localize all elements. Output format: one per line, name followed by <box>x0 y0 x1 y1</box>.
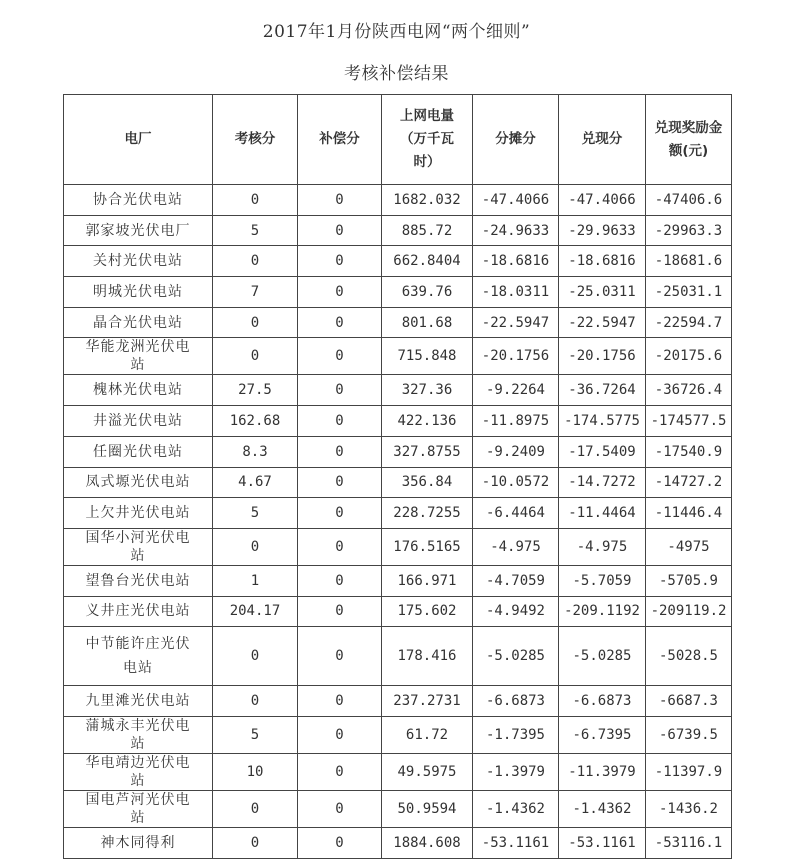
table-row <box>64 307 732 338</box>
cell-plant <box>64 307 213 338</box>
cell-assess: 5 <box>213 215 298 246</box>
cell-amount: -25031.1 <box>646 277 732 308</box>
cell-assess: 7 <box>213 277 298 308</box>
cell-cash: -25.0311 <box>559 277 646 308</box>
cell-assess: 5 <box>213 716 298 753</box>
cell-share: -22.5947 <box>473 307 559 338</box>
cell-energy: 1884.608 <box>382 827 473 858</box>
header-cash: 兑现分 <box>559 95 646 185</box>
plant-name: 凤式塬光伏电站 <box>85 474 191 491</box>
table-header-row <box>64 95 732 185</box>
cell-share: -6.6873 <box>473 686 559 717</box>
cell-amount: -11397.9 <box>646 753 732 790</box>
cell-compensate: 0 <box>298 716 382 753</box>
cell-assess: 4.67 <box>213 467 298 498</box>
plant-name: 义井庄光伏电站 <box>85 603 191 620</box>
cell-plant <box>64 790 213 827</box>
header-amount-label: 兑现奖励金额(元) <box>654 119 723 159</box>
cell-share: -4.975 <box>473 528 559 565</box>
cell-cash: -6.6873 <box>559 686 646 717</box>
cell-assess: 0 <box>213 185 298 216</box>
cell-amount: -1436.2 <box>646 790 732 827</box>
cell-energy: 175.602 <box>382 596 473 627</box>
table-row <box>64 827 732 858</box>
cell-share: -1.3979 <box>473 753 559 790</box>
cell-amount: -5028.5 <box>646 627 732 686</box>
cell-energy: 61.72 <box>382 716 473 753</box>
cell-compensate: 0 <box>298 498 382 529</box>
cell-cash: -6.7395 <box>559 716 646 753</box>
cell-assess: 0 <box>213 338 298 375</box>
table-row <box>64 338 732 375</box>
plant-name: 蒲城永丰光伏电站 <box>85 717 191 752</box>
cell-cash: -20.1756 <box>559 338 646 375</box>
cell-cash: -209.1192 <box>559 596 646 627</box>
cell-plant <box>64 716 213 753</box>
cell-compensate: 0 <box>298 627 382 686</box>
plant-name: 任圈光伏电站 <box>93 443 183 460</box>
plant-name: 华电靖边光伏电站 <box>85 754 191 789</box>
cell-amount: -14727.2 <box>646 467 732 498</box>
plant-name: 望鲁台光伏电站 <box>85 572 191 589</box>
table-row <box>64 406 732 437</box>
cell-share: -47.4066 <box>473 185 559 216</box>
cell-assess: 8.3 <box>213 436 298 467</box>
cell-share: -9.2409 <box>473 436 559 467</box>
cell-assess: 0 <box>213 686 298 717</box>
header-assess: 考核分 <box>213 95 298 185</box>
cell-cash: -4.975 <box>559 528 646 565</box>
plant-name: 槐林光伏电站 <box>93 382 183 399</box>
cell-share: -9.2264 <box>473 375 559 406</box>
cell-assess: 10 <box>213 753 298 790</box>
cell-compensate: 0 <box>298 596 382 627</box>
cell-share: -1.4362 <box>473 790 559 827</box>
cell-energy: 356.84 <box>382 467 473 498</box>
cell-plant <box>64 375 213 406</box>
cell-compensate: 0 <box>298 185 382 216</box>
cell-amount: -6687.3 <box>646 686 732 717</box>
table-row <box>64 627 732 686</box>
cell-compensate: 0 <box>298 215 382 246</box>
table-row <box>64 753 732 790</box>
cell-assess: 0 <box>213 307 298 338</box>
cell-amount: -6739.5 <box>646 716 732 753</box>
header-amount <box>646 95 732 185</box>
cell-amount: -4975 <box>646 528 732 565</box>
cell-assess: 0 <box>213 790 298 827</box>
cell-assess: 0 <box>213 827 298 858</box>
cell-amount: -22594.7 <box>646 307 732 338</box>
cell-amount: -5705.9 <box>646 565 732 596</box>
document-subtitle: 考核补偿结果 <box>344 64 449 84</box>
cell-cash: -1.4362 <box>559 790 646 827</box>
document-title: 2017年1月份陕西电网“两个细则” <box>262 22 531 42</box>
cell-plant <box>64 406 213 437</box>
table-row <box>64 528 732 565</box>
cell-share: -4.9492 <box>473 596 559 627</box>
cell-cash: -11.3979 <box>559 753 646 790</box>
cell-cash: -174.5775 <box>559 406 646 437</box>
header-share: 分摊分 <box>473 95 559 185</box>
table-row <box>64 565 732 596</box>
cell-share: -18.0311 <box>473 277 559 308</box>
cell-plant <box>64 277 213 308</box>
plant-name: 国电芦河光伏电站 <box>85 791 191 826</box>
table-row <box>64 436 732 467</box>
cell-plant <box>64 436 213 467</box>
cell-energy: 176.5165 <box>382 528 473 565</box>
cell-cash: -22.5947 <box>559 307 646 338</box>
header-energy <box>382 95 473 185</box>
cell-energy: 49.5975 <box>382 753 473 790</box>
table-body <box>64 185 732 859</box>
cell-plant <box>64 185 213 216</box>
cell-energy: 166.971 <box>382 565 473 596</box>
cell-amount: -18681.6 <box>646 246 732 277</box>
cell-compensate: 0 <box>298 338 382 375</box>
plant-name: 井溢光伏电站 <box>93 412 183 429</box>
cell-compensate: 0 <box>298 790 382 827</box>
plant-name: 郭家坡光伏电厂 <box>85 222 191 239</box>
cell-share: -53.1161 <box>473 827 559 858</box>
table-row <box>64 467 732 498</box>
table-row <box>64 185 732 216</box>
cell-energy: 662.8404 <box>382 246 473 277</box>
cell-cash: -53.1161 <box>559 827 646 858</box>
cell-amount: -209119.2 <box>646 596 732 627</box>
cell-assess: 0 <box>213 627 298 686</box>
plant-name: 上欠井光伏电站 <box>85 505 191 522</box>
plant-name: 关村光伏电站 <box>93 253 183 270</box>
cell-compensate: 0 <box>298 827 382 858</box>
plant-name: 晶合光伏电站 <box>93 314 183 331</box>
cell-cash: -14.7272 <box>559 467 646 498</box>
cell-plant <box>64 215 213 246</box>
cell-energy: 237.2731 <box>382 686 473 717</box>
cell-compensate: 0 <box>298 686 382 717</box>
cell-compensate: 0 <box>298 528 382 565</box>
cell-cash: -18.6816 <box>559 246 646 277</box>
plant-name: 明城光伏电站 <box>93 283 183 300</box>
cell-plant <box>64 753 213 790</box>
cell-energy: 885.72 <box>382 215 473 246</box>
cell-amount: -53116.1 <box>646 827 732 858</box>
cell-energy: 50.9594 <box>382 790 473 827</box>
cell-share: -24.9633 <box>473 215 559 246</box>
results-table <box>63 94 732 859</box>
cell-energy: 801.68 <box>382 307 473 338</box>
table-row <box>64 596 732 627</box>
cell-amount: -47406.6 <box>646 185 732 216</box>
cell-cash: -29.9633 <box>559 215 646 246</box>
cell-energy: 639.76 <box>382 277 473 308</box>
cell-plant <box>64 565 213 596</box>
cell-energy: 228.7255 <box>382 498 473 529</box>
cell-share: -11.8975 <box>473 406 559 437</box>
cell-assess: 27.5 <box>213 375 298 406</box>
header-energy-label: 上网电量（万千瓦时） <box>400 108 454 170</box>
cell-assess: 1 <box>213 565 298 596</box>
cell-compensate: 0 <box>298 753 382 790</box>
cell-cash: -47.4066 <box>559 185 646 216</box>
cell-cash: -17.5409 <box>559 436 646 467</box>
cell-amount: -36726.4 <box>646 375 732 406</box>
plant-name: 神木同得利 <box>100 834 176 851</box>
cell-share: -5.0285 <box>473 627 559 686</box>
plant-name: 中节能许庄光伏电站 <box>85 636 191 677</box>
table-row <box>64 790 732 827</box>
plant-name: 国华小河光伏电站 <box>85 529 191 564</box>
header-plant: 电厂 <box>64 95 213 185</box>
cell-compensate: 0 <box>298 375 382 406</box>
cell-compensate: 0 <box>298 436 382 467</box>
cell-cash: -36.7264 <box>559 375 646 406</box>
table-row <box>64 215 732 246</box>
cell-energy: 327.8755 <box>382 436 473 467</box>
cell-plant <box>64 338 213 375</box>
cell-compensate: 0 <box>298 467 382 498</box>
cell-plant <box>64 686 213 717</box>
cell-assess: 0 <box>213 246 298 277</box>
cell-share: -18.6816 <box>473 246 559 277</box>
cell-share: -6.4464 <box>473 498 559 529</box>
table-row <box>64 716 732 753</box>
cell-amount: -174577.5 <box>646 406 732 437</box>
plant-name: 协合光伏电站 <box>93 191 183 208</box>
cell-compensate: 0 <box>298 246 382 277</box>
cell-plant <box>64 498 213 529</box>
cell-cash: -5.7059 <box>559 565 646 596</box>
table-row <box>64 686 732 717</box>
plant-name: 九里滩光伏电站 <box>85 693 191 710</box>
cell-compensate: 0 <box>298 406 382 437</box>
cell-assess: 162.68 <box>213 406 298 437</box>
cell-plant <box>64 246 213 277</box>
cell-compensate: 0 <box>298 307 382 338</box>
cell-plant <box>64 627 213 686</box>
cell-plant <box>64 596 213 627</box>
cell-cash: -11.4464 <box>559 498 646 529</box>
table-row <box>64 246 732 277</box>
cell-share: -20.1756 <box>473 338 559 375</box>
cell-energy: 1682.032 <box>382 185 473 216</box>
table-row <box>64 498 732 529</box>
cell-amount: -11446.4 <box>646 498 732 529</box>
table-row <box>64 375 732 406</box>
cell-assess: 5 <box>213 498 298 529</box>
cell-cash: -5.0285 <box>559 627 646 686</box>
cell-energy: 178.416 <box>382 627 473 686</box>
header-compensate: 补偿分 <box>298 95 382 185</box>
cell-plant <box>64 528 213 565</box>
table-row <box>64 277 732 308</box>
cell-assess: 0 <box>213 528 298 565</box>
cell-amount: -29963.3 <box>646 215 732 246</box>
cell-energy: 715.848 <box>382 338 473 375</box>
cell-compensate: 0 <box>298 565 382 596</box>
cell-assess: 204.17 <box>213 596 298 627</box>
cell-compensate: 0 <box>298 277 382 308</box>
cell-share: -1.7395 <box>473 716 559 753</box>
cell-share: -10.0572 <box>473 467 559 498</box>
cell-amount: -17540.9 <box>646 436 732 467</box>
cell-share: -4.7059 <box>473 565 559 596</box>
cell-plant <box>64 827 213 858</box>
cell-energy: 422.136 <box>382 406 473 437</box>
cell-plant <box>64 467 213 498</box>
cell-amount: -20175.6 <box>646 338 732 375</box>
plant-name: 华能龙洲光伏电站 <box>85 339 191 374</box>
cell-energy: 327.36 <box>382 375 473 406</box>
